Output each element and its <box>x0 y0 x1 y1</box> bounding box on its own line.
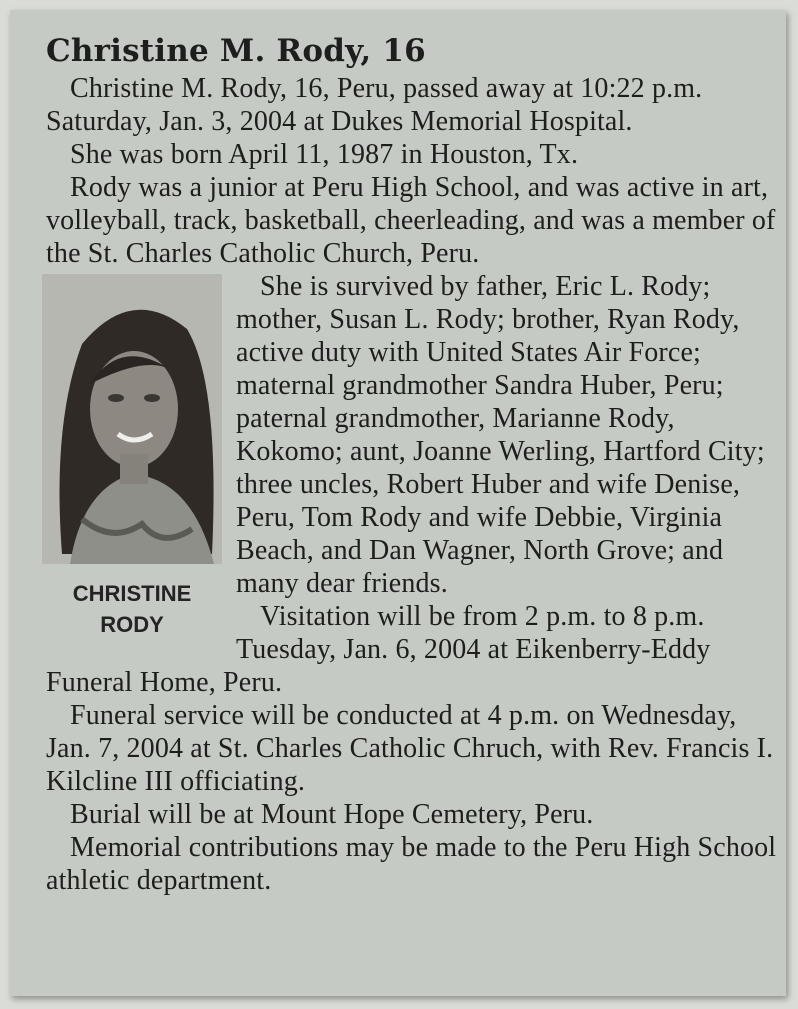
paragraph-visitation: Visitation will be from 2 p.m. to 8 p.m. Tuesday, Jan. 6, 2004 at Eikenberry-Eddy Funeral Home, Peru. <box>46 601 711 698</box>
paragraph-death: Christine M. Rody, 16, Peru, passed away at 10:22 p.m. Saturday, Jan. 3, 2004 at Dukes Memorial Hospital. <box>46 73 703 137</box>
paragraph-memorial: Memorial contributions may be made to the Peru High School athletic department. <box>46 832 777 896</box>
paragraph-birth: She was born April 11, 1987 in Houston, Tx. <box>70 139 579 170</box>
paragraph-survivors: She is survived by father, Eric L. Rody; mother, Susan L. Rody; brother, Ryan Rody, active duty with United States Air Force; maternal grandmother Sandra Huber, Peru; paternal grandmother, Marianne Rody, Kokomo; aunt, Joanne Werling, Hartford City; three uncles, Robert Huber and wife Denise, Peru, Tom Rody and wife Debbie, Virginia Beach, and Dan Wagner, North Grove; and many dear friends. <box>236 271 765 599</box>
obituary-headline: Christine M. Rody, 16 <box>46 33 426 69</box>
paragraph-school: Rody was a junior at Peru High School, and was active in art, volleyball, track, basketball, cheerleading, and was a member of the St. Charles Catholic Church, Peru. <box>46 172 776 269</box>
obituary-article <box>46 30 782 897</box>
newspaper-clipping <box>10 10 786 996</box>
portrait-photo <box>42 274 222 564</box>
portrait-block <box>42 274 222 640</box>
paragraph-burial: Burial will be at Mount Hope Cemetery, Peru. <box>70 799 594 830</box>
paragraph-funeral: Funeral service will be conducted at 4 p.m. on Wednesday, Jan. 7, 2004 at St. Charles Catholic Chruch, with Rev. Francis I. Kilcline III officiating. <box>46 700 774 797</box>
portrait-caption: CHRISTINE RODY <box>72 581 192 637</box>
